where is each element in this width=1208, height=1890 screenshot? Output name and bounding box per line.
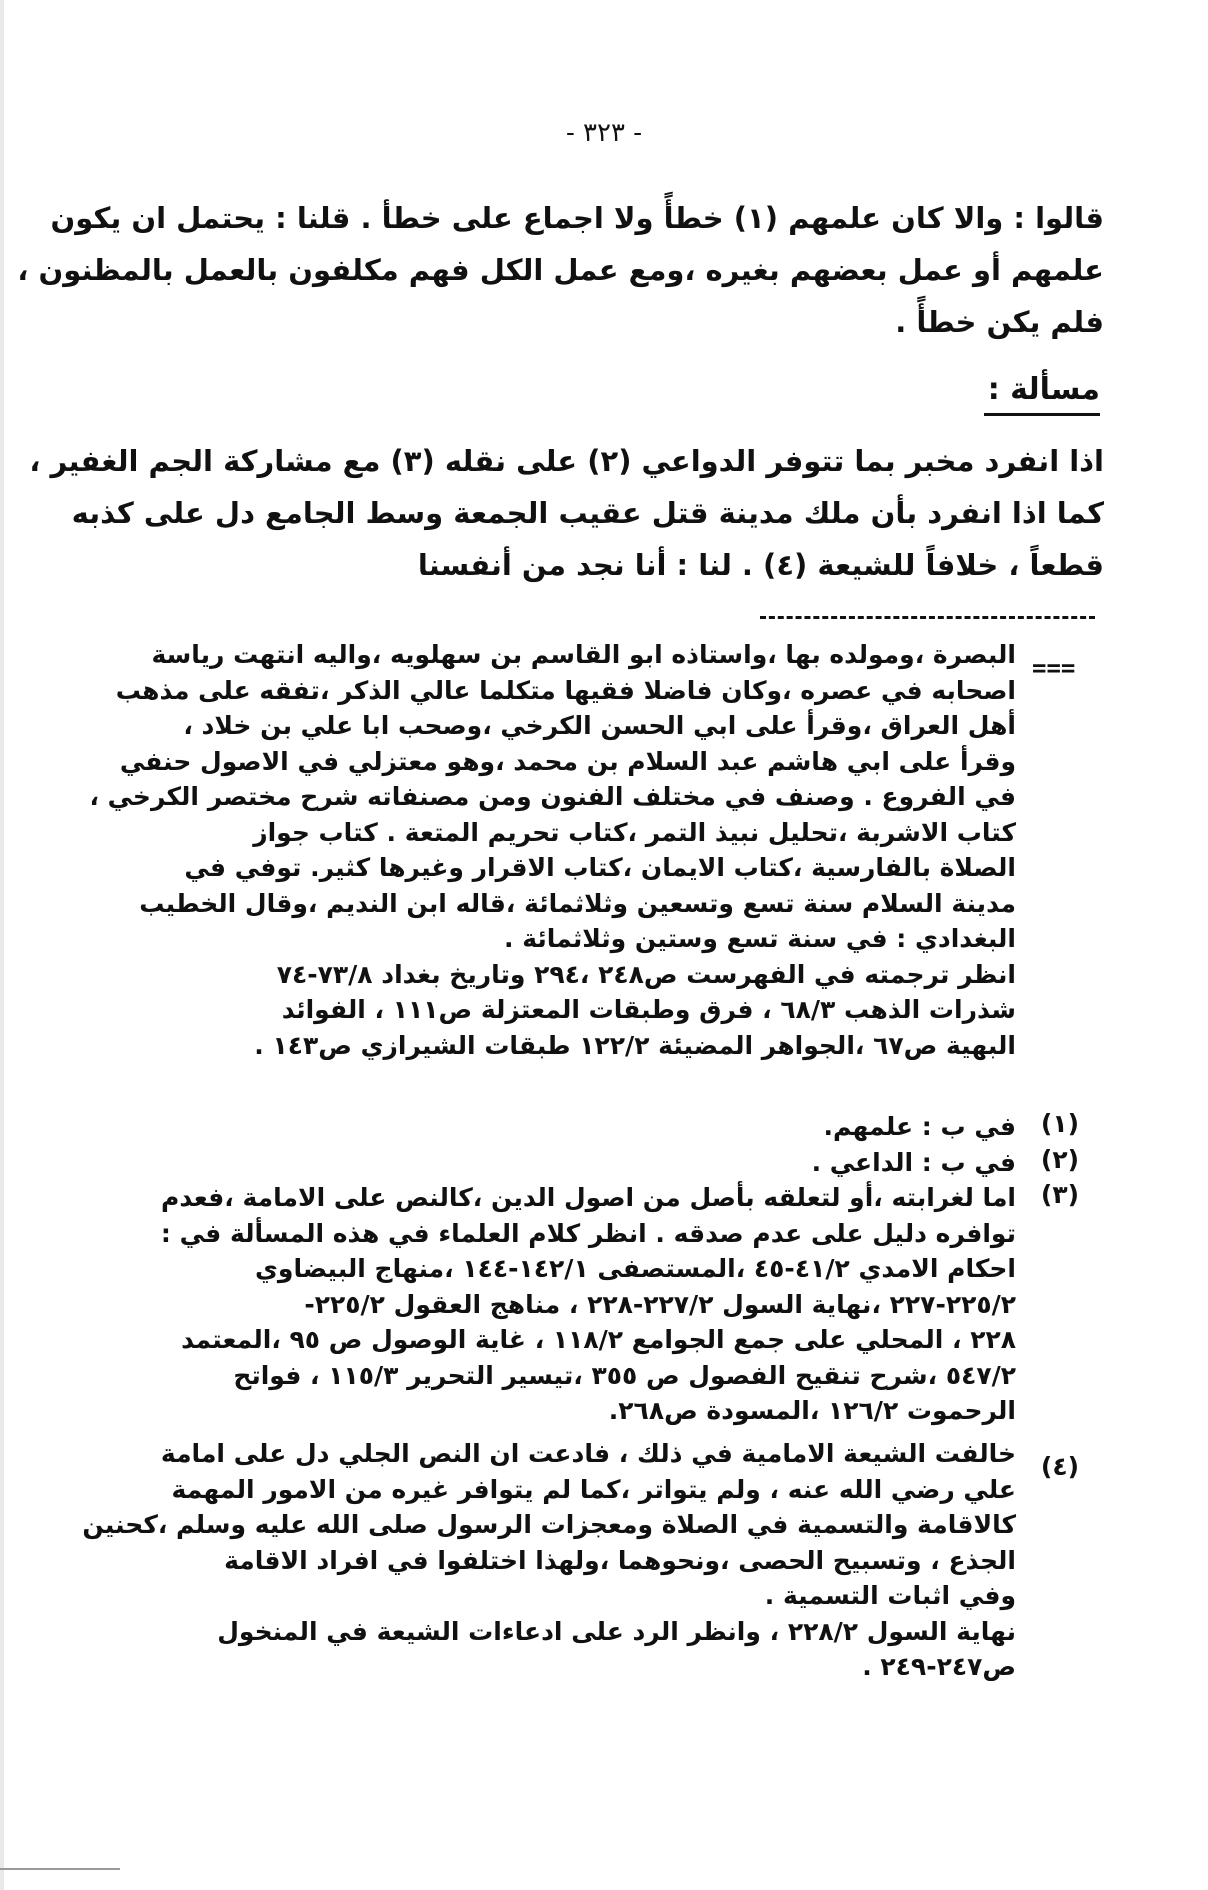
footnote-line: الصلاة بالفارسية ،كتاب الايمان ،كتاب الاقرار وغيرها كثير. توفي في — [184, 853, 1016, 882]
main-line: اذا انفرد مخبر بما تتوفر الدواعي (٢) على نقله (٣) مع مشاركة الجم الغفير ، — [29, 444, 1104, 478]
continuation-marker: === — [1032, 654, 1076, 682]
main-paragraph-1 — [17, 192, 1104, 348]
footnote-line: شذرات الذهب ٦٨/٣ ، فرق وطبقات المعتزلة ص١١١ ، الفوائد — [281, 995, 1016, 1024]
page-number: - ٣٢٣ - — [565, 118, 643, 148]
main-line: فلم يكن خطأً . — [895, 305, 1104, 339]
footnote-line: البصرة ،ومولده بها ،واستاذه ابو القاسم بن سهلويه ،واليه انتهت رياسة — [151, 640, 1016, 669]
footnote-number: (٢) — [1040, 1145, 1080, 1174]
footnote-line: وفي اثبات التسمية . — [764, 1581, 1016, 1610]
footnote-number: (٤) — [1040, 1452, 1080, 1481]
footnote-separator — [760, 616, 1095, 619]
footnote-line: كتاب الاشربة ،تحليل نبيذ التمر ،كتاب تحريم المتعة . كتاب جواز — [253, 817, 1016, 847]
footnote-number: (٣) — [1040, 1180, 1080, 1209]
footnote-number: (١) — [1040, 1109, 1080, 1138]
footnote-line: ٢٢٨ ، المحلي على جمع الجوامع ١١٨/٢ ، غاية الوصول ص ٩٥ ،المعتمد — [181, 1325, 1016, 1354]
footnote-3 — [136, 1180, 1016, 1429]
scan-edge-shadow — [0, 0, 4, 1890]
footnote-line: مدينة السلام سنة تسع وتسعين وثلاثمائة ،قاله ابن النديم ،وقال الخطيب — [139, 888, 1016, 918]
footnote-line: توافره دليل على عدم صدقه . انظر كلام العلماء في هذه المسألة في : — [160, 1218, 1016, 1248]
main-line: قطعاً ، خلافاً للشيعة (٤) . لنا : أنا نجد من أنفسنا — [417, 548, 1104, 582]
footnote-line: علي رضي الله عنه ، ولم يتواتر ،كما لم يتوافر غيره من الامور المهمة — [171, 1474, 1016, 1504]
footnote-line: البغدادي : في سنة تسع وستين وثلاثمائة . — [504, 924, 1016, 953]
main-line: كما اذا انفرد بأن ملك مدينة قتل عقيب الجمعة وسط الجامع دل على كذبه — [71, 496, 1104, 530]
footnote-continuation — [89, 637, 1016, 1063]
footnote-line: ٥٤٧/٢ ،شرح تنقيح الفصول ص ٣٥٥ ،تيسير التحرير ١١٥/٣ ، فواتح — [233, 1360, 1016, 1390]
footnote-line: الرحموت ١٢٦/٢ ،المسودة ص٢٦٨. — [608, 1396, 1016, 1425]
footnote-line: في ب : علمهم. — [823, 1112, 1016, 1141]
footnote-line: اما لغرابته ،أو لتعلقه بأصل من اصول الدين ،كالنص على الامامة ،فعدم — [161, 1183, 1016, 1212]
footnote-line: في ب : الداعي . — [811, 1148, 1016, 1177]
footnote-line: وقرأ على ابي هاشم عبد السلام بن محمد ،وهو معتزلي في الاصول حنفي — [119, 746, 1016, 776]
footnote-line: كالاقامة والتسمية في الصلاة ومعجزات الرسول صلى الله عليه وسلم ،كحنين — [82, 1510, 1016, 1539]
footnote-line: انظر ترجمته في الفهرست ص٢٤٨ ،٢٩٤ وتاريخ بغداد ٧٣/٨-٧٤ — [276, 959, 1016, 989]
section-heading: مسألة : — [984, 372, 1100, 416]
main-line: علمهم أو عمل بعضهم بغيره ،ومع عمل الكل فهم مكلفون بالعمل بالمظنون ، — [17, 253, 1104, 287]
main-paragraph-2 — [29, 435, 1104, 591]
footnote-line: البهية ص٦٧ ،الجواهر المضيئة ١٢٢/٢ طبقات الشيرازي ص١٤٣ . — [254, 1030, 1016, 1060]
footnote-line: نهاية السول ٢٢٨/٢ ، وانظر الرد على ادعاءات الشيعة في المنخول — [217, 1616, 1016, 1646]
footnote-line: اصحابه في عصره ،وكان فاضلا فقيها متكلما عالي الذكر ،تفقه على مذهب — [115, 675, 1016, 705]
footnote-line: احكام الامدي ٤١/٢-٤٥ ،المستصفى ١٤٢/١-١٤٤ ،منهاج البيضاوي — [255, 1254, 1016, 1283]
footnote-line: الجذع ، وتسبيح الحصى ،ونحوهما ،ولهذا اختلفوا في افراد الاقامة — [224, 1545, 1016, 1575]
footnote-line: أهل العراق ،وقرأ على ابي الحسن الكرخي ،وصحب ابا علي بن خلاد ، — [183, 711, 1016, 740]
footnote-line: خالفت الشيعة الامامية في ذلك ، فادعت ان النص الجلي دل على امامة — [160, 1439, 1016, 1468]
footnote-1 — [136, 1109, 1016, 1145]
footnote-line: ٢٢٥/٢-٢٢٧ ،نهاية السول ٢٢٧/٢-٢٢٨ ، مناهج العقول ٢٢٥/٢- — [304, 1289, 1016, 1319]
footnote-line: في الفروع . وصنف في مختلف الفنون ومن مصنفاته شرح مختصر الكرخي ، — [89, 782, 1016, 811]
scan-bottom-edge — [0, 1868, 120, 1870]
footnote-4 — [82, 1436, 1016, 1685]
main-line: قالوا : والا كان علمهم (١) خطأً ولا اجماع على خطأ . قلنا : يحتمل ان يكون — [50, 201, 1104, 235]
footnote-2 — [136, 1145, 1016, 1181]
footnote-line: ص٢٤٧-٢٤٩ . — [862, 1652, 1016, 1681]
